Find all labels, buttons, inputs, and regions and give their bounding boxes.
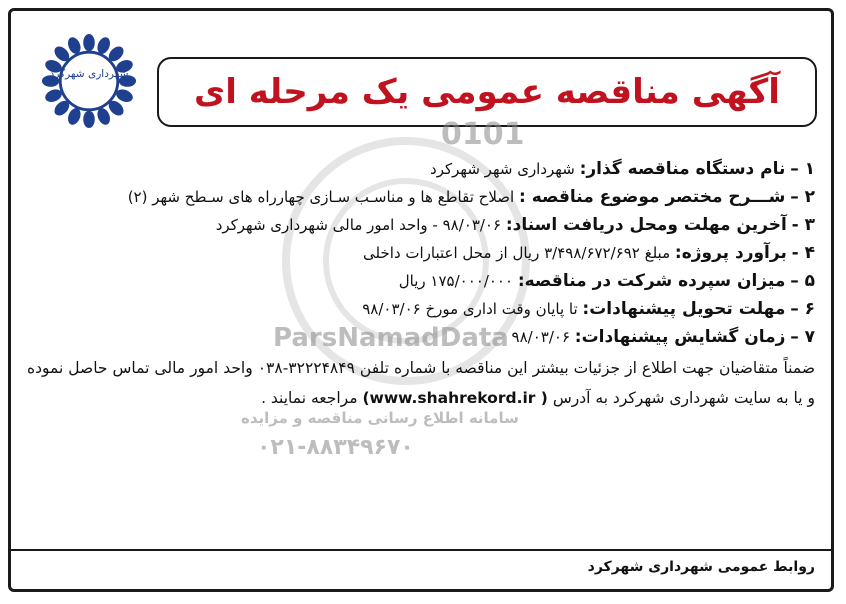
item-label: آخرین مهلت ومحل دریافت اسناد: [505,215,787,235]
item-label: شـــرح مختصر موضوع مناقصه : [518,187,786,207]
item-value: ۱۷۵/۰۰۰/۰۰۰ ریال [398,272,514,290]
item-value: مبلغ ۳/۴۹۸/۶۷۲/۶۹۲ ریال از محل اعتبارات داخلی [363,244,671,262]
item-row [27,267,815,295]
municipality-logo [41,33,137,129]
notice-body [27,155,815,413]
item-number: ۳ - [791,215,815,235]
watermark-digits: 0101 [441,117,525,152]
item-value: ۹۸/۰۳/۰۶ [511,328,570,346]
item-value: اصلاح تقاطع ها و مناسـب سـازی چهارراه های سـطح شهر (۲) [127,188,515,206]
notice-frame [8,8,834,592]
item-label: نام دستگاه مناقصه گذار: [579,159,786,179]
item-value: تا پایان وقت اداری مورخ ۹۸/۰۳/۰۶ [362,300,578,318]
page-title: آگهی مناقصه عمومی یک مرحله ای [194,72,780,112]
item-label: مهلت تحویل پیشنهادات: [582,299,786,319]
contact-note [27,353,815,413]
item-row [27,211,815,239]
item-row [27,239,815,267]
item-value: شهرداری شهر شهرکرد [430,160,575,178]
logo-text: شهرداری شهرکرد [49,68,129,81]
item-row [27,323,815,351]
item-number: ۶ – [790,299,815,319]
item-number: ۵ – [790,271,815,291]
logo-petal [83,111,95,128]
watermark-caption: سامانه اطلاع رسانی مناقصه و مزایده [241,409,519,427]
note-tail: مراجعه نمایند . [261,389,358,407]
website-link[interactable]: (www.shahrekord.ir ) [362,389,548,407]
watermark-brand: ParsNamadData [273,323,509,353]
footer-text: روابط عمومی شهرداری شهرکرد [587,559,815,575]
logo-petal [83,34,95,51]
footer [27,559,815,575]
watermark-phone: ۰۲۱-۸۸۳۴۹۶۷۰ [257,435,414,460]
item-number: ۱ – [790,159,815,179]
note-text: ضمناً متقاضیان جهت اطلاع از جزئیات بیشتر این مناقصه با شماره تلفن ۳۲۲۲۴۸۴۹-۰۳۸ واحد امور مالی تماس حاصل نموده و یا به سایت شهرداری شهرکرد به آدرس [27,359,815,407]
item-row [27,183,815,211]
item-label: زمان گشایش پیشنهادات: [574,327,786,347]
item-row [27,295,815,323]
item-value: ۹۸/۰۳/۰۶ - واحد امور مالی شهرداری شهرکرد [215,216,502,234]
item-number: ۴ - [791,243,815,263]
footer-divider [11,549,831,551]
item-number: ۷ – [790,327,815,347]
item-label: میزان سپرده شرکت در مناقصه: [517,271,786,291]
item-label: برآورد پروژه: [674,243,787,263]
item-row [27,155,815,183]
item-number: ۲ – [790,187,815,207]
